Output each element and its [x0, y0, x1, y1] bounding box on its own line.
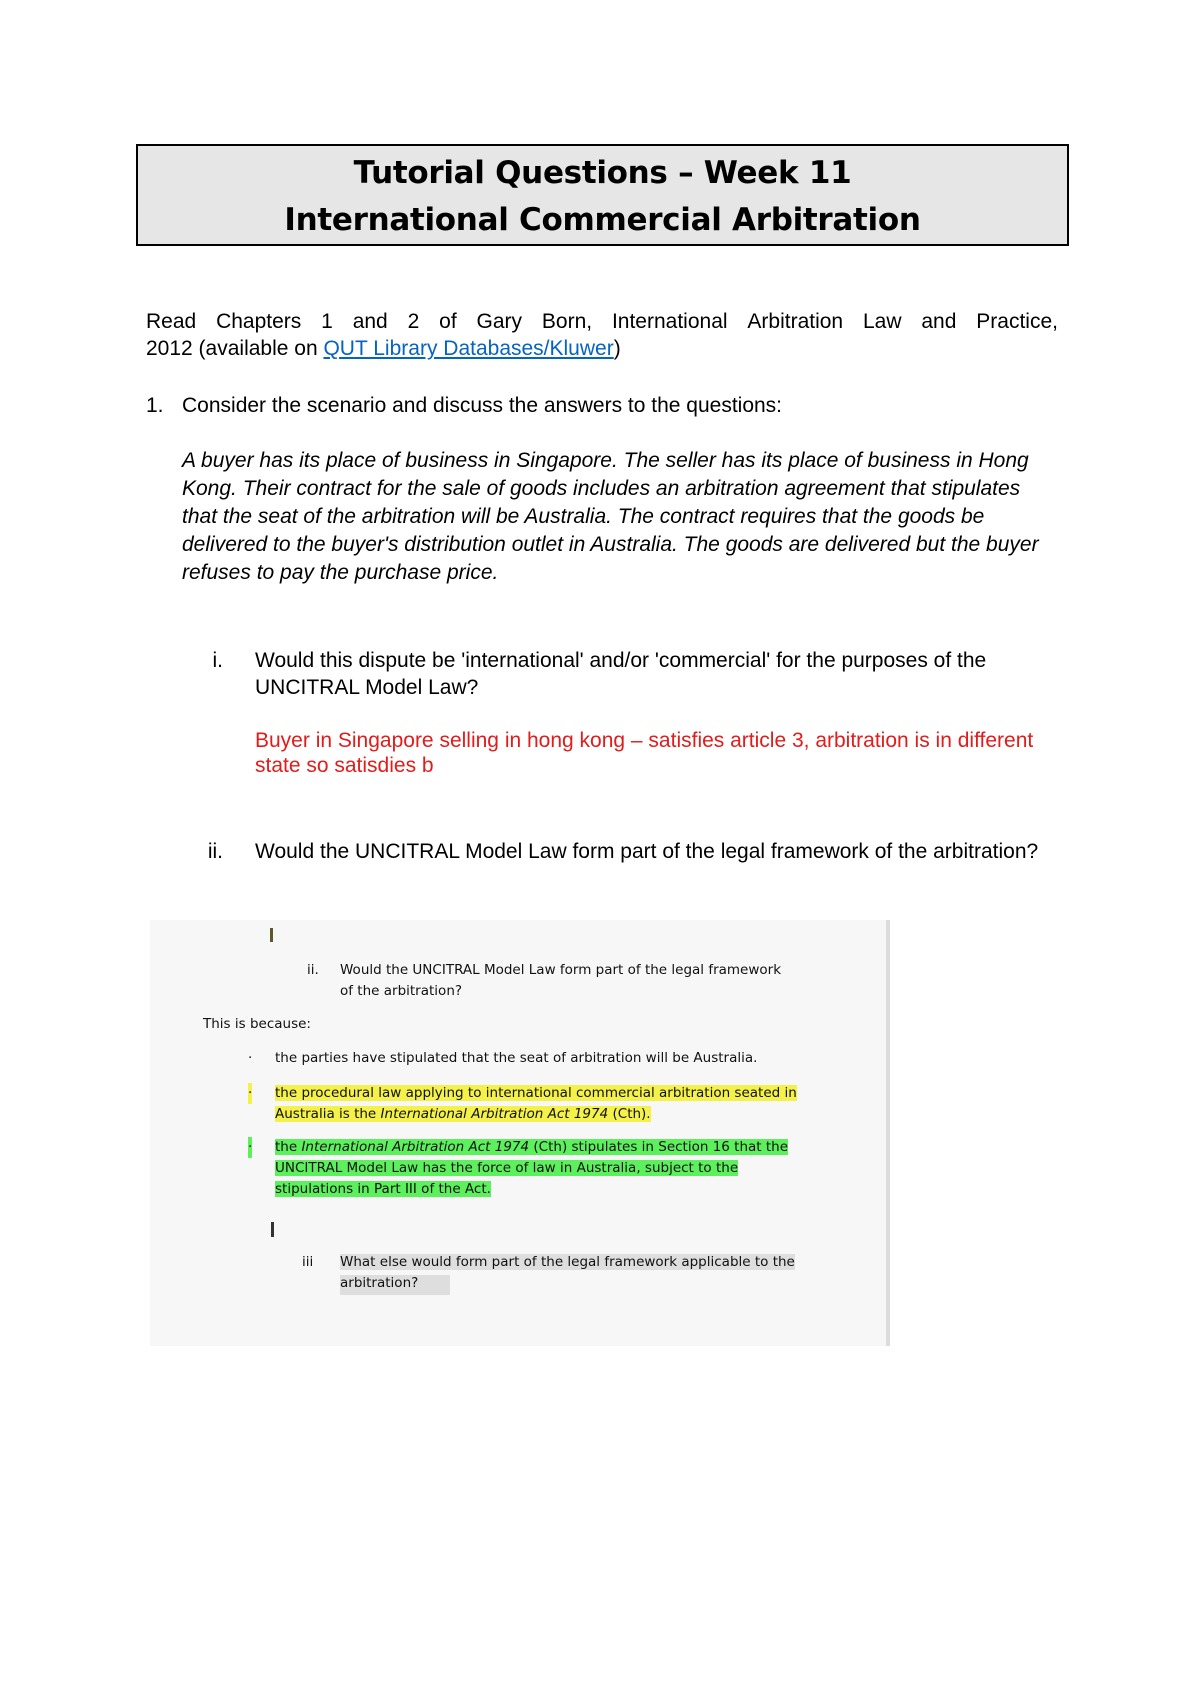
ss-bullet-2-line-1: the procedural law applying to international commercial arbitration seated in: [275, 1085, 797, 1101]
ss-b3-b: (Cth) stipulates in Section 16 that the: [529, 1139, 789, 1155]
reading-word: Arbitration: [747, 310, 844, 333]
reading-word: and: [921, 310, 957, 333]
reading-word: 1: [321, 310, 333, 333]
ss-b3-a: the: [275, 1139, 302, 1155]
ss-b2-italic: International Arbitration Act 1974: [380, 1106, 609, 1122]
document-title-box: [136, 144, 1069, 246]
title-line-1: Tutorial Questions – Week 11: [353, 155, 852, 191]
title-line-2: International Commercial Arbitration: [284, 202, 921, 238]
reading-word: Chapters: [216, 310, 302, 333]
ss-bullet-2-line-2: [275, 1106, 651, 1122]
reading-instruction: [146, 308, 1058, 362]
ss-bullet-1-mark: ·: [248, 1050, 253, 1066]
ss-bullet-1: the parties have stipulated that the seat of arbitration will be Australia.: [275, 1050, 758, 1066]
qut-library-link[interactable]: QUT Library Databases/Kluwer: [323, 337, 614, 360]
numeral-ii: ii.: [207, 840, 223, 863]
ss-question-line-2: of the arbitration?: [340, 983, 463, 999]
reading-word: and: [352, 310, 388, 333]
ss-bullet-3: [275, 1137, 788, 1200]
reading-word: Law: [862, 310, 902, 333]
screenshot-page: [150, 920, 886, 1346]
ss-bullet-3-line-2: UNCITRAL Model Law has the force of law in Australia, subject to the: [275, 1160, 739, 1176]
ss-b2-b: (Cth).: [608, 1106, 651, 1122]
question-text: Consider the scenario and discuss the answers to the questions:: [182, 394, 783, 417]
ss-iii-line-1: What else would form part of the legal framework applicable to the: [340, 1254, 795, 1270]
text-cursor: [271, 1222, 274, 1237]
sub-question-ii: [183, 838, 1063, 898]
scenario-text: A buyer has its place of business in Singapore. The seller has its place of business in Hong Kong. Their contract for the sale of goods includes an arbitration agreement that stipulates that the seat of the arbitration will be Australia. The contract requires that the goods be delivered to the buyer's distribution outlet in Australia. The goods are delivered but the buyer refuses to pay the purchase price.: [182, 449, 1039, 584]
ss-bullet-3-line-3: stipulations in Part III of the Act.: [275, 1181, 491, 1197]
ss-bullet-3-mark: ·: [248, 1137, 252, 1158]
reading-word: Read: [146, 310, 197, 333]
reading-word: Gary: [476, 310, 523, 333]
reading-word: of: [439, 310, 457, 333]
reading-word: 2: [407, 310, 420, 333]
ss-because: This is because:: [203, 1016, 311, 1032]
ss-numeral-iii: iii: [302, 1254, 314, 1270]
ss-bullet-3-line-1: [275, 1139, 788, 1155]
ss-iii-question: [340, 1252, 795, 1294]
question-number: 1.: [146, 394, 164, 417]
sub-question-i: [183, 647, 1063, 707]
reading-word: Practice,: [976, 310, 1058, 333]
reading-instruction-line-1: [146, 308, 1058, 335]
ss-b3-italic: International Arbitration Act 1974: [301, 1139, 530, 1155]
cursor-marker: [270, 928, 273, 942]
ss-b2-a: Australia is the: [275, 1106, 381, 1122]
reading-suffix: ): [613, 337, 621, 360]
screenshot-edge: [886, 920, 890, 1346]
sub-question-i-text: Would this dispute be 'international' and/or 'commercial' for the purposes of the UNCITRAL Model Law?: [255, 649, 987, 699]
ss-iii-line-2: arbitration?: [340, 1275, 450, 1295]
numeral-i: i.: [212, 649, 223, 672]
ss-bullet-2-mark: ·: [248, 1083, 252, 1104]
ss-numeral-ii: ii.: [307, 962, 319, 978]
embedded-screenshot: [150, 920, 890, 1346]
reading-word: International: [611, 310, 728, 333]
ss-bullet-2: [275, 1083, 797, 1125]
ss-question-line-1: Would the UNCITRAL Model Law form part of the legal framework: [340, 962, 782, 978]
reading-word: Born,: [541, 310, 593, 333]
reading-prefix: 2012 (available on: [146, 337, 324, 360]
reading-instruction-line-2: [146, 335, 1058, 362]
question-1: [146, 392, 782, 419]
sub-question-ii-text: Would the UNCITRAL Model Law form part of the legal framework of the arbitration?: [255, 840, 1039, 863]
answer-text: Buyer in Singapore selling in hong kong – satisfies article 3, arbitration is in different state so satisdies b: [255, 729, 1034, 777]
